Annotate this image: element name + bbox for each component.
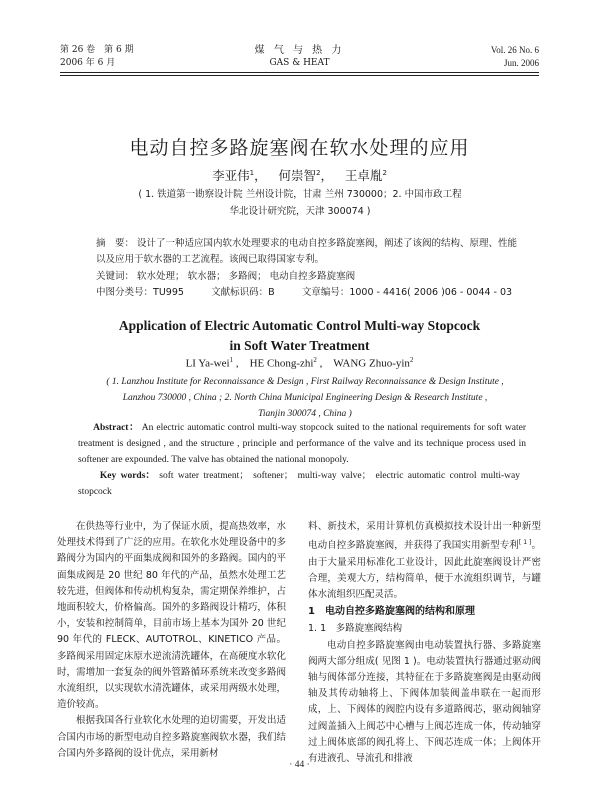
abstract-label-en: Abstract： [93, 423, 140, 433]
authors-en: LI Ya-wei$^1$ , HE Chong-zhi$^2$ , WANG Zhuo-yin$^2$ [185, 356, 414, 370]
author-2-cn: 何崇智 [278, 168, 317, 183]
abstract-en [78, 420, 526, 468]
header-rule-bottom [60, 75, 539, 76]
body-paragraph-continued: 料、新技术，采用计算机仿真模拟技术设计出一种新型电动自控多路旋塞阀，并获得了我国实用新型专利[ 1 ]。由于大量采用标准化工业设计，因此此旋塞阀设计严密合理，美观大方，结构简单，便于水流组织调节，与罐体水流组织匹配灵活。 [308, 521, 541, 600]
abstract-label-cn: 摘 要： [96, 238, 135, 249]
body-paragraph: 电动自控多路旋塞阀由电动装置执行器、多路旋塞阀两大部分组成( 见图 1 )。电动装置执行器通过驱动阀轴与阀体部分连接，其特征在于多路旋塞阀是由驱动阀轴及其传动轴将上、下阀体加装阀盖串联在一起而形成，上、下阀体的阀腔内设有多道路阀芯，驱动阀轴穿过阀盖插入上阀芯中心槽与上阀芯连成一体，传动轴穿过上阀体底部的阀孔将上、下阀芯连成一体；上阀体开有进液孔、导流孔和排液 [308, 639, 541, 764]
date-en: Jun. 2006 [503, 58, 539, 68]
reference-marker: [ 1 ] [518, 539, 532, 547]
affiliation-en: ( 1. Lanzhou Institute for Reconnaissance & Design , First Railway Reconnaissance & Design Institute , Lanzhou 730000 , China ; 2. North China Municipal Engineering Design & Research Institute , Tianjin 300074 , China ) [106, 377, 504, 419]
volume-issue-en: Vol. 26 No. 6 [490, 45, 539, 55]
date-cn: 2006 年 6 月 [60, 58, 116, 68]
author-3-cn: 王卓胤 [344, 168, 383, 183]
author-3-en: WANG Zhuo-yin [333, 357, 410, 370]
journal-name-cn: 煤 气 与 热 力 [254, 45, 345, 56]
keywords-en [78, 468, 526, 500]
classification-line: 中图分类号：TU995 文献标识码：B 文章编号：1000 - 4416( 2006 )06 - 0044 - 03 [96, 287, 513, 298]
title-cn: 电动自控多路旋塞阀在软水处理的应用 [129, 137, 470, 159]
keywords-label-cn: 关键词： [96, 271, 135, 282]
body-paragraph: 根据我国各行业软化水处理的迫切需要，开发出适合国内市场的新型电动自控多路旋塞阀软水器，我们结合国内外多路阀的设计优点，采用新材 [57, 715, 286, 759]
affiliation-cn: ( 1. 铁道第一勘察设计院 兰州设计院，甘肃 兰州 730000；2. 中国市政工程 华北设计研究院，天津 300074 ) [138, 189, 462, 217]
journal-name-en: GAS & HEAT [269, 58, 330, 68]
volume-issue-cn: 第 26 卷 第 6 期 [60, 45, 134, 55]
document-code: B [268, 287, 275, 298]
body-column-right [308, 519, 541, 767]
authors-cn: 李亚伟$^1$， 何崇智$^2$， 王卓胤$^2$ [212, 168, 387, 183]
header-volume-en [491, 44, 539, 70]
author-2-en: HE Chong-zhi [249, 357, 314, 370]
page-number: · 44 · [289, 760, 310, 770]
body-paragraph: 在供热等行业中，为了保证水质，提高热效率，水处理技术得到了广泛的应用。在软化水处理设备中的多路阀分为国内的平面集成阀和国外的多路阀。国内的平面集成阀是 20 世纪 80 年代的产品，虽然水处理工艺较先进，但阀体和传动机构复杂，需定期保养维护，占地面积较大，价格偏高。国外的多路阀设计精巧，体积小，安装和控制简单，目前市场上基本为国外 20 世纪 90 年代的 FLECK、AUTOTROL、KINETICO 产品。多路阀采用固定床原水逆流清洗罐体，在高硬度水软化时，需增加一套复杂的阀外管路循环系统来改变多路阀水流组织，以实现软水清洗罐体，或采用两级水处理，造价较高。 [57, 521, 286, 711]
header-rule-top [60, 72, 539, 73]
classification-code: TU995 [153, 287, 184, 298]
body-column-left [57, 519, 286, 762]
author-1-cn: 李亚伟 [212, 168, 250, 183]
section-heading-1: 1 电动自控多路旋塞阀的结构和原理 [308, 606, 475, 618]
keywords-cn [96, 268, 355, 282]
title-en: Application of Electric Automatic Control Multi-way Stopcock in Soft Water Treatment [118, 318, 481, 353]
article-number: 1000 - 4416( 2006 )06 - 0044 - 03 [349, 287, 513, 298]
subsection-heading-1-1: 1. 1 多路旋塞阀结构 [308, 623, 403, 635]
abstract-text-cn: 设计了一种适应国内软水处理要求的电动自控多路旋塞阀，阐述了该阀的结构、原理、性能以及应用于软水器的工艺流程。该阀已取得国家专利。 [96, 238, 518, 265]
author-1-en: LI Ya-wei [185, 357, 230, 370]
abstract-text-en: An electric automatic control multi-way stopcock suited to the national requirements for soft water treatment is designed , and the structure , principle and performance of the valve and its technique process used in softener are expounded. The valve has obtained the national monopoly. [78, 423, 526, 465]
keywords-label-en: Key words： [99, 471, 155, 481]
keywords-text-en: soft water treatment； softener； multi-way valve； electric automatic control multi-way stopcock [78, 471, 520, 497]
abstract-cn [78, 236, 526, 268]
keywords-text-cn: 软水处理； 软水器； 多路阀； 电动自控多路旋塞阀 [137, 271, 356, 282]
